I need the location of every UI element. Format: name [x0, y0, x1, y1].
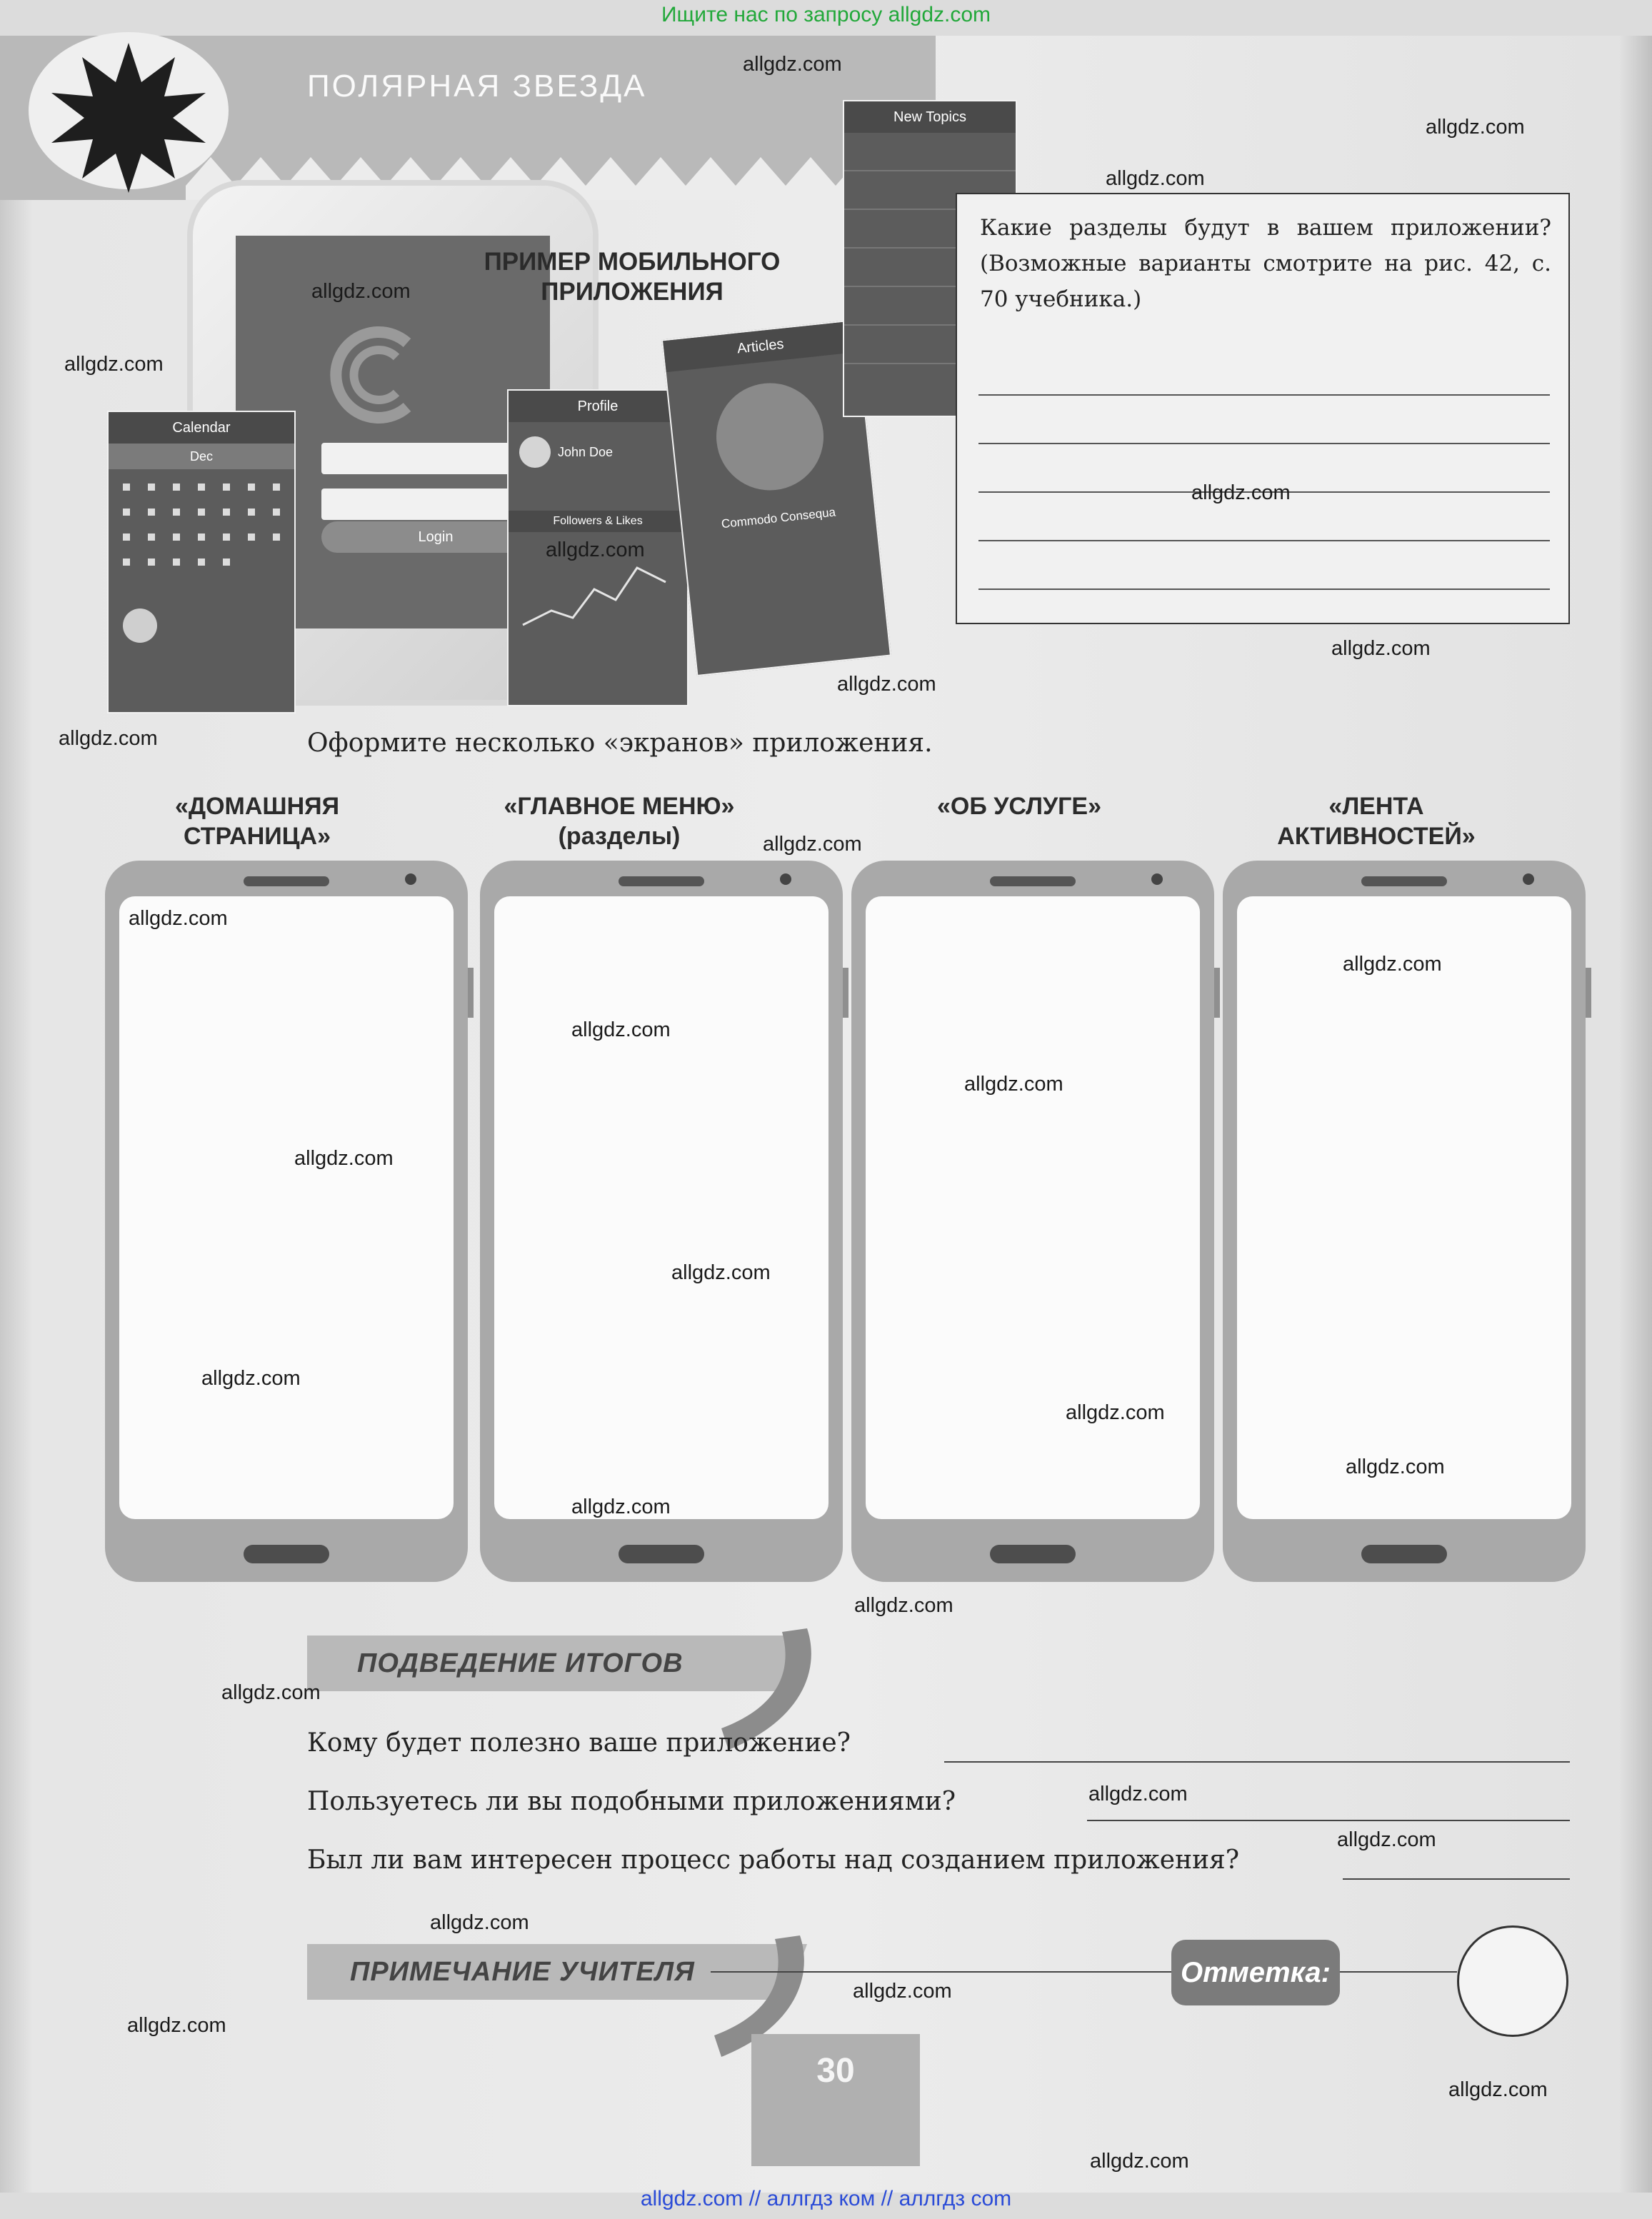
watermark: allgdz.com: [571, 1018, 671, 1041]
watermark: allgdz.com: [127, 2014, 226, 2037]
app-logo-icon: [314, 314, 436, 436]
summary-question-1: Кому будет полезно ваше приложение?: [307, 1728, 851, 1758]
grade-connector: [1340, 1971, 1457, 1973]
grade-circle[interactable]: [1457, 1925, 1568, 2037]
avatar: [519, 436, 551, 468]
watermark: allgdz.com: [1106, 167, 1205, 190]
section-title: ПОЛЯРНАЯ ЗВЕЗДА: [307, 69, 647, 104]
watermark: allgdz.com: [1331, 637, 1431, 660]
question-box: [956, 193, 1570, 624]
watermark: allgdz.com: [1090, 2150, 1189, 2173]
top-watermark[interactable]: Ищите нас по запросу allgdz.com: [661, 3, 991, 26]
phone-frame-menu: [480, 861, 843, 1582]
profile-username: John Doe: [558, 444, 614, 459]
watermark: allgdz.com: [1066, 1401, 1165, 1424]
article-illustration: [711, 378, 829, 496]
articles-screen-title: Articles: [663, 321, 858, 372]
teacher-note-line[interactable]: [711, 1971, 1171, 1973]
watermark: allgdz.com: [743, 53, 842, 76]
summary-title: ПОДВЕДЕНИЕ ИТОГОВ: [357, 1648, 684, 1678]
watermark: allgdz.com: [854, 1594, 953, 1617]
summary-question-2: Пользуетесь ли вы подобными приложениями?: [307, 1787, 956, 1816]
home-button: [990, 1545, 1076, 1563]
home-button: [1361, 1545, 1447, 1563]
teacher-note-title: ПРИМЕЧАНИЕ УЧИТЕЛЯ: [350, 1957, 695, 1987]
watermark: allgdz.com: [430, 1911, 529, 1934]
watermark: allgdz.com: [129, 907, 228, 930]
answer-line[interactable]: [1343, 1878, 1570, 1880]
instruction-text: Оформите несколько «экранов» приложения.: [307, 728, 933, 758]
watermark: allgdz.com: [1346, 1456, 1445, 1478]
answer-line[interactable]: [1087, 1820, 1570, 1821]
home-button: [619, 1545, 704, 1563]
watermark: allgdz.com: [571, 1496, 671, 1518]
login-button[interactable]: Login: [321, 521, 550, 553]
answer-line[interactable]: [944, 1761, 1570, 1763]
watermark: allgdz.com: [763, 833, 862, 856]
article-title: Commodo Consequa: [721, 505, 836, 531]
summary-question-3: Был ли вам интересен процесс работы над созданием приложения?: [307, 1845, 1240, 1875]
watermark: allgdz.com: [853, 1980, 952, 2003]
drawing-area-menu[interactable]: [494, 896, 828, 1519]
phone-frame-home: [105, 861, 468, 1582]
profile-screen-title: Profile: [509, 391, 687, 422]
home-button: [244, 1545, 329, 1563]
calendar-month: Dec: [109, 444, 294, 469]
watermark: allgdz.com: [1448, 2078, 1548, 2101]
avatar: [123, 608, 157, 643]
watermark: allgdz.com: [1088, 1783, 1188, 1805]
bottom-watermark[interactable]: allgdz.com // аллгдз ком // аллгдз com: [640, 2187, 1012, 2210]
example-heading: ПРИМЕР МОБИЛЬНОГО ПРИЛОЖЕНИЯ: [484, 248, 781, 306]
watermark: allgdz.com: [221, 1681, 321, 1704]
watermark: allgdz.com: [59, 727, 158, 750]
question-text: Какие разделы будут в вашем приложении? (Возможные варианты смотрите на рис. 42, с. 70 учебника.): [980, 215, 1551, 312]
watermark: allgdz.com: [1426, 116, 1525, 139]
watermark: allgdz.com: [837, 673, 936, 696]
watermark: allgdz.com: [64, 353, 164, 376]
label-about-service: «ОБ УСЛУГЕ»: [937, 793, 1101, 820]
page-number: 30: [816, 2052, 855, 2090]
topics-screen-title: New Topics: [844, 101, 1016, 133]
answer-line[interactable]: [978, 394, 1550, 396]
watermark: allgdz.com: [1337, 1828, 1436, 1851]
watermark: allgdz.com: [964, 1073, 1063, 1096]
drawing-area-service[interactable]: [866, 896, 1200, 1519]
calendar-grid: [109, 469, 291, 598]
watermark: allgdz.com: [546, 539, 645, 561]
label-main-menu: «ГЛАВНОЕ МЕНЮ» (разделы): [504, 793, 735, 850]
watermark: allgdz.com: [671, 1261, 771, 1284]
star-icon: [50, 43, 207, 193]
watermark: allgdz.com: [201, 1367, 301, 1390]
label-home-screen: «ДОМАШНЯЯ СТРАНИЦА»: [174, 793, 340, 850]
watermark: allgdz.com: [1343, 953, 1442, 976]
calendar-screen: [107, 411, 296, 713]
phone-frame-service: [851, 861, 1214, 1582]
drawing-area-home[interactable]: [119, 896, 454, 1519]
grade-label: Отметка:: [1171, 1940, 1340, 2005]
answer-line[interactable]: [978, 443, 1550, 444]
watermark: allgdz.com: [294, 1147, 394, 1170]
calendar-screen-title: Calendar: [109, 412, 294, 444]
watermark: allgdz.com: [311, 280, 411, 303]
drawing-area-feed[interactable]: [1237, 896, 1571, 1519]
watermark: allgdz.com: [1191, 481, 1291, 504]
followers-header: Followers & Likes: [509, 511, 687, 532]
answer-line[interactable]: [978, 540, 1550, 541]
answer-line[interactable]: [978, 588, 1550, 590]
label-activity-feed: «ЛЕНТА АКТИВНОСТЕЙ»: [1277, 793, 1476, 850]
